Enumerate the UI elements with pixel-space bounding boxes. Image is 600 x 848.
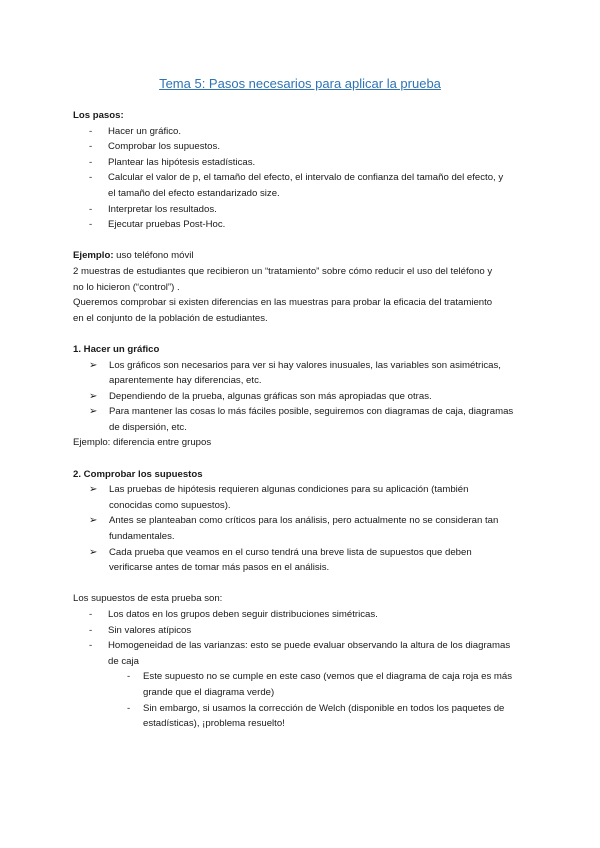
example-line: Queremos comprobar si existen diferencias en las muestras para probar la eficacia del tratamiento: [73, 297, 493, 309]
section-1-note: Ejemplo: diferencia entre grupos: [73, 437, 212, 449]
arrow-bullet-icon: ➢: [89, 546, 98, 558]
list-item: - Sin valores atípicos: [89, 624, 192, 636]
example-line: no lo hicieron (“control”) .: [73, 281, 180, 293]
list-item: - Ejecutar pruebas Post-Hoc.: [89, 219, 226, 231]
list-item: ➢ Cada prueba que veamos en el curso tendrá una breve lista de supuestos que deben verificarse antes de tomar más pasos en el análisis.: [89, 546, 472, 574]
section-2-heading: 2. Comprobar los supuestos: [73, 468, 203, 480]
list-item: ➢ Los gráficos son necesarios para ver si hay valores inusuales, las variables son asimétricas, aparentemente hay diferencias, etc.: [89, 359, 501, 387]
example-line: en el conjunto de la población de estudiantes.: [73, 312, 268, 324]
arrow-bullet-icon: ➢: [89, 359, 98, 371]
arrow-bullet-icon: ➢: [89, 515, 98, 527]
assumptions-heading: Los supuestos de esta prueba son:: [73, 593, 223, 605]
steps-list: [73, 124, 533, 233]
sub-list-item: - Este supuesto no se cumple en este caso (vemos que el diagrama de caja roja es más grande que el diagrama verde): [127, 671, 513, 698]
list-item: ➢ Antes se planteaban como críticos para los análisis, pero actualmente no se consideran tan fundamentales.: [89, 515, 499, 543]
list-item: ➢ Dependiendo de la prueba, algunas gráficas son más apropiadas que otras.: [73, 389, 533, 405]
arrow-bullet-icon: ➢: [89, 484, 98, 496]
example-line: 2 muestras de estudiantes que recibieron un “tratamiento” sobre cómo reducir el uso del teléfono y: [73, 265, 493, 277]
section-1-heading: 1. Hacer un gráfico: [73, 343, 160, 355]
list-item: - Hacer un gráfico.: [89, 125, 182, 137]
example-heading: Ejemplo: uso teléfono móvil: [73, 250, 194, 262]
page-title: Tema 5: Pasos necesarios para aplicar la prueba: [159, 76, 441, 91]
list-item: - Homogeneidad de las varianzas: esto se puede evaluar observando la altura de los diagramas de caja: [89, 640, 511, 667]
list-item: - Plantear las hipótesis estadísticas.: [89, 156, 256, 168]
list-item: ➢ Las pruebas de hipótesis requieren algunas condiciones para su aplicación (también conocidas como supuestos).: [89, 484, 469, 511]
list-item: ➢ Para mantener las cosas lo más fáciles posible, seguiremos con diagramas de caja, diagramas de dispersión, etc.: [89, 406, 514, 433]
list-item: - Calcular el valor de p, el tamaño del efecto, el intervalo de confianza del tamaño del efecto, y el tamaño del efecto estandarizado size.: [89, 172, 504, 199]
sub-list-item: - Sin embargo, si usamos la corrección de Welch (disponible en todos los paquetes de estadísticas), ¡problema resuelto!: [127, 702, 505, 730]
steps-heading: Los pasos:: [73, 110, 124, 121]
list-item: - Los datos en los grupos deben seguir distribuciones simétricas.: [89, 609, 378, 620]
arrow-bullet-icon: ➢: [89, 406, 98, 418]
list-item: - Interpretar los resultados.: [89, 203, 217, 215]
document-body: [73, 108, 533, 732]
list-item: - Comprobar los supuestos.: [89, 141, 220, 153]
arrow-bullet-icon: ➢: [89, 390, 98, 402]
